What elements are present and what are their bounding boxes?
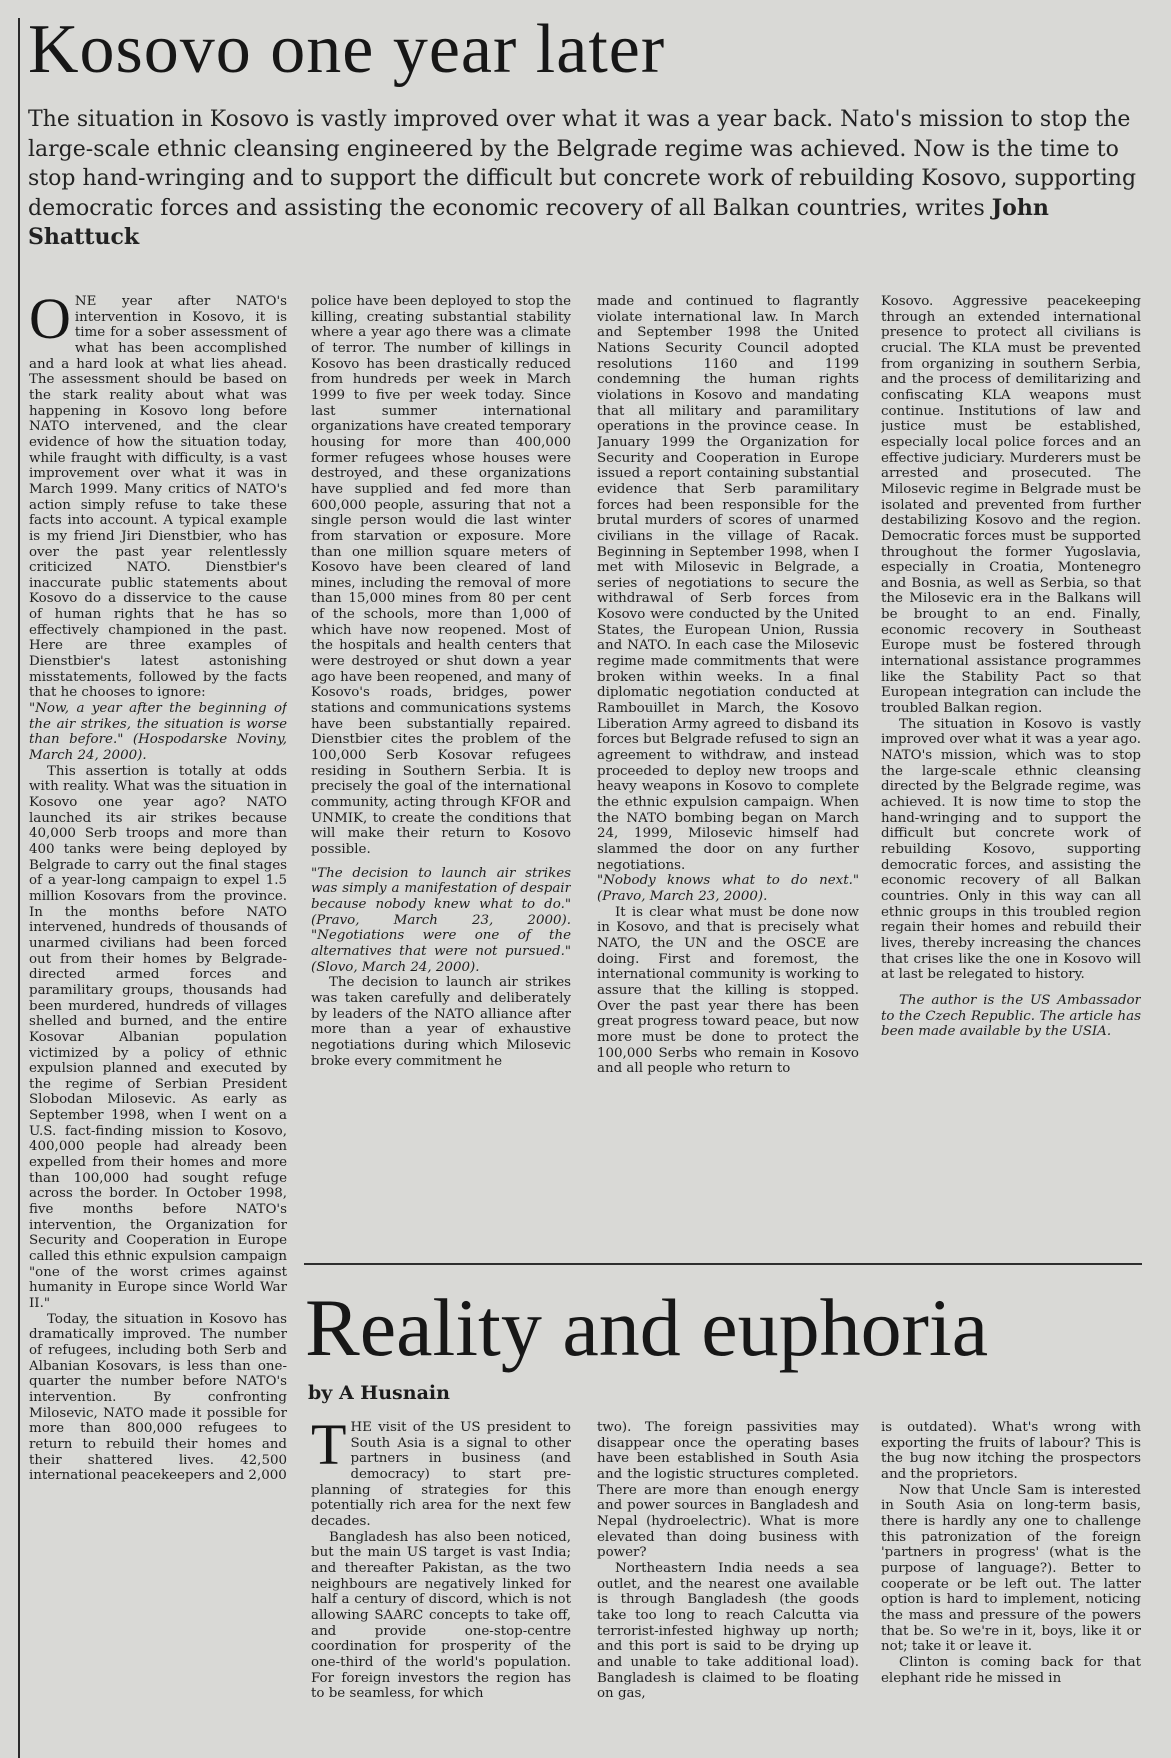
paragraph: police have been deployed to stop the killing, creating substantial stability where a year ago there was a climate of terror. The number of killings in Kosovo has been drastically reduced from hundreds per week in March 1999 to five per week today. Since last summer international organizations have created temporary housing for more than 400,000 former refugees whose houses were destroyed, and these organizations have supplied and fed more than 600,000 people, assuring that not a single person would die last winter from starvation or exposure. More than one million square meters of Kosovo have been cleared of land mines, including the removal of more than 15,000 mines from 80 per cent of the schools, more than 1,000 of which have now reopened. Most of the hospitals and health centers that were destroyed or shut down a year ago have been reopened, and many of Kosovo's roads, bridges, power stations and communications systems have been substantially repaired. Dienstbier cites the problem of the 100,000 Serb Kosovar refugees residing in Southern Serbia. It is precisely the goal of the international community, acting through KFOR and UNMIK, to create the conditions that will make their return to Kosovo possible.	[311, 294, 571, 857]
article1-column-2	[311, 294, 571, 1251]
article2-column-3	[881, 1420, 1141, 1756]
paragraph: The decision to launch air strikes was taken carefully and deliberately by leaders of the NATO alliance after more than a year of exhaustive negotiations during which Milosevic broke every commitment he	[311, 975, 571, 1069]
quote-paragraph: "Now, a year after the beginning of the air strikes, the situation is worse than before." (Hospodarske Noviny, March 24, 2000).	[29, 701, 287, 764]
paragraph: Northeastern India needs a sea outlet, and the nearest one available is through Bangladesh (the goods take too long to reach Calcutta via terrorist-infested highway up north; and this port is said to be drying up and unable to take additional load). Bangladesh is claimed to be floating on gas,	[597, 1560, 859, 1702]
paragraph: THE visit of the US president to South Asia is a signal to other partners in business (and democracy) to start pre-planning of strategies for this potentially rich area for the next few decades.	[311, 1420, 571, 1529]
drop-cap: T	[311, 1420, 347, 1477]
paragraph: two). The foreign passivities may disappear once the operating bases have been established in South Asia and the logistic structures completed. There are more than enough energy and power sources in Bangladesh and Nepal (hydroelectric). What is more elevated than doing business with power?	[597, 1420, 859, 1561]
article1-column-4	[881, 294, 1141, 1259]
paragraph: ONE year after NATO's intervention in Kosovo, it is time for a sober assessment of what has been accomplished and a hard look at what lies ahead. The assessment should be based on the stark reality about what was happening in Kosovo long before NATO intervened, and the clear evidence of how the situation today, while fraught with difficulty, is a vast improvement over what it was in March 1999. Many critics of NATO's action simply refuse to take these facts into account. A typical example is my friend Jiri Dienstbier, who has over the past year relentlessly criticized NATO. Dienstbier's inaccurate public statements about Kosovo do a disservice to the cause of human rights that he has so effectively championed in the past. Here are three examples of Dienstbier's latest astonishing misstatements, followed by the facts that he chooses to ignore:	[29, 294, 287, 701]
column-rule	[18, 18, 20, 1758]
paragraph: is outdated). What's wrong with exporting the fruits of labour? This is the bug now itching the prospectors and the proprietors.	[881, 1420, 1141, 1482]
paragraph: Bangladesh has also been noticed, but the main US target is vast India; and thereafter Pakistan, as the two neighbours are negatively linked for half a century of discord, which is not allowing SAARC concepts to take off, and provide one-stop-centre coordination for prosperity of the one-third of the world's population. For foreign investors the region has to be seamless, for which	[311, 1529, 571, 1702]
author-name: John Shattuck	[28, 194, 1049, 250]
paragraph: This assertion is totally at odds with reality. What was the situation in Kosovo one year ago? NATO launched its air strikes because 40,000 Serb troops and more than 400 tanks were being deployed by Belgrade to carry out the final stages of a year-long campaign to expel 1.5 million Kosovars from the province. In the months before NATO intervened, hundreds of thousands of unarmed civilians had been forced out from their homes by Belgrade-directed armed forces and paramilitary groups, thousands had been murdered, hundreds of villages shelled and burned, and the entire Kosovar Albanian population victimized by a policy of ethnic expulsion planned and executed by the regime of Serbian President Slobodan Milosevic. As early as September 1998, when I went on a U.S. fact-finding mission to Kosovo, 400,000 people had already been expelled from their homes and more than 100,000 had sought refuge across the border. In October 1998, five months before NATO's intervention, the Organization for Security and Cooperation in Europe called this ethnic expulsion campaign "one of the worst crimes against humanity in Europe since World War II."	[29, 763, 287, 1311]
quote-paragraph: "The decision to launch air strikes was simply a manifestation of despair because nobody knew what to do." (Pravo, March 23, 2000). "Negotiations were one of the alternatives that were not pursued." (Slovo, March 24, 2000).	[311, 865, 571, 975]
standfirst-text: The situation in Kosovo is vastly improved over what it was a year back. Nato's mission to stop the large-scale ethnic cleansing engineered by the Belgrade regime was achieved. Now is the time to stop hand-wringing and to support the difficult but concrete work of rebuilding Kosovo, supporting democratic forces and assisting the economic recovery of all Balkan countries, writes	[28, 107, 1137, 221]
drop-cap: O	[29, 294, 71, 351]
article2-column-1	[311, 1420, 571, 1756]
paragraph: Now that Uncle Sam is interested in South Asia on long-term basis, there is hardly any one to challenge this patronization of the foreign 'partners in progress' (what is the purpose of language?). Better to cooperate or be left out. The latter option is hard to implement, noticing the mass and pressure of the powers that be. So we're in it, boys, like it or not; take it or leave it.	[881, 1482, 1141, 1655]
article1-column-1	[29, 294, 287, 1756]
article2-column-2	[597, 1420, 859, 1756]
paragraph: Today, the situation in Kosovo has dramatically improved. The number of refugees, including both Serb and Albanian Kosovars, is less than one-quarter the number before NATO's intervention. By confronting Milosevic, NATO made it possible for more than 800,000 refugees to return to rebuild their homes and their shattered lives. 42,500 international peacekeepers and 2,000	[29, 1311, 287, 1484]
article1-column-3	[597, 294, 859, 1251]
paragraph: made and continued to flagrantly violate international law. In March and September 1998 the United Nations Security Council adopted resolutions 1160 and 1199 condemning the human rights violations in Kosovo and mandating that all military and paramilitary operations in the province cease. In January 1999 the Organization for Security and Cooperation in Europe issued a report containing substantial evidence that Serb paramilitary forces had been responsible for the brutal murders of scores of unarmed civilians in the village of Racak. Beginning in September 1998, when I met with Milosevic in Belgrade, a series of negotiations to secure the withdrawal of Serb forces from Kosovo were conducted by the United States, the European Union, Russia and NATO. In each case the Milosevic regime made commitments that were broken within weeks. In a final diplomatic negotiation conducted at Rambouillet in March, the Kosovo Liberation Army agreed to disband its forces but Belgrade refused to sign an agreement to withdraw, and instead proceeded to deploy new troops and heavy weapons in Kosovo to complete the ethnic expulsion campaign. When the NATO bombing began on March 24, 1999, Milosevic himself had slammed the door on any further negotiations.	[597, 294, 859, 873]
paragraph: The situation in Kosovo is vastly improved over what it was a year ago. NATO's mission, which was to stop the large-scale ethnic cleansing directed by the Belgrade regime, was achieved. It is now time to stop the hand-wringing and to support the difficult but concrete work of rebuilding Kosovo, supporting democratic forces, and assisting the economic recovery of all Balkan countries. Only in this way can all ethnic groups in this troubled region regain their homes and rebuild their lives, thereby increasing the chances that crises like the one in Kosovo will at last be relegated to history.	[881, 716, 1141, 983]
quote-paragraph: "Nobody knows what to do next." (Pravo, March 23, 2000).	[597, 873, 859, 904]
section-divider	[304, 1263, 1142, 1265]
article-standfirst	[28, 105, 1140, 253]
paragraph: It is clear what must be done now in Kosovo, and that is precisely what NATO, the UN and the OSCE are doing. First and foremost, the international community is working to assure that the killing is stopped. Over the past year there has been great progress toward peace, but now more must be done to protect the 100,000 Serbs who remain in Kosovo and all people who return to	[597, 904, 859, 1077]
author-credit: The author is the US Ambassador to the Czech Republic. The article has been made available by the USIA.	[881, 992, 1141, 1040]
paragraph: Kosovo. Aggressive peacekeeping through an extended international presence to protect all civilians is crucial. The KLA must be prevented from organizing in southern Serbia, and the process of demilitarizing and confiscating KLA weapons must continue. Institutions of law and justice must be established, especially local police forces and an effective judiciary. Murderers must be arrested and prosecuted. The Milosevic regime in Belgrade must be isolated and prevented from further destabilizing Kosovo and the region. Democratic forces must be supported throughout the former Yugoslavia, especially in Croatia, Montenegro and Bosnia, as well as Serbia, so that the Milosevic era in the Balkans will be brought to an end. Finally, economic recovery in Southeast Europe must be fostered through international assistance programmes like the Stability Pact so that European integration can include the troubled Balkan region.	[881, 294, 1141, 717]
article2-headline: Reality and euphoria	[305, 1282, 989, 1373]
paragraph: Clinton is coming back for that elephant ride he missed in	[881, 1654, 1141, 1686]
article-headline: Kosovo one year later	[28, 11, 666, 88]
article2-byline: by A Husnain	[308, 1382, 450, 1404]
